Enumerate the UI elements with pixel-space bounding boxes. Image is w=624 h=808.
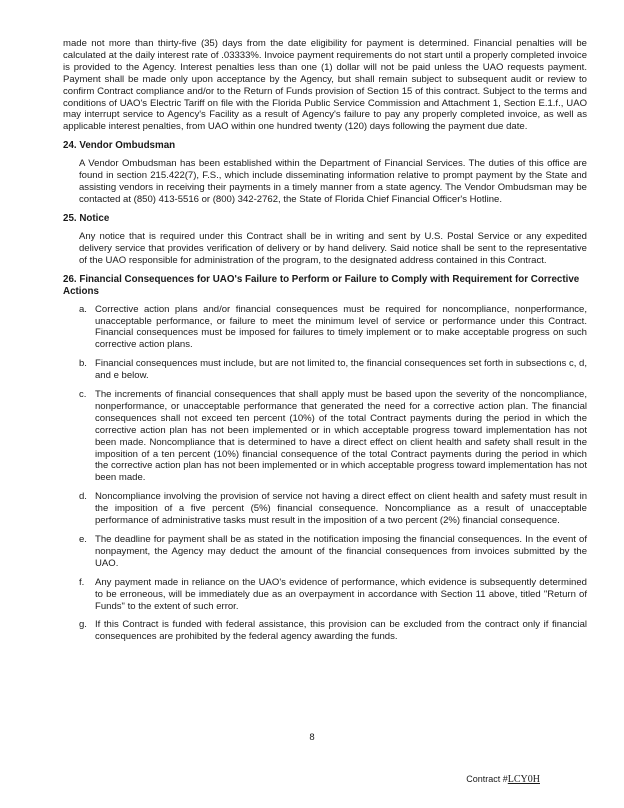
contract-id: LCY0H: [507, 774, 540, 785]
section-25-title: 25. Notice: [63, 212, 110, 224]
section-26: [63, 274, 587, 644]
item-letter: f.: [79, 576, 85, 588]
list-item: [79, 491, 587, 527]
item-letter: g.: [79, 619, 87, 631]
section-26-title: 26. Financial Consequences for UAO's Failure to Perform or Failure to Comply with Requirement for Corrective Actions: [63, 273, 580, 297]
item-text: Any payment made in reliance on the UAO's evidence of performance, which evidence is subsequently determined to be erroneous, will be immediately due as an overpayment in accordance with Section 11 above, titled "Return of Funds" to the extent of such error.: [95, 576, 587, 612]
contract-number: [466, 774, 540, 785]
list-item: [79, 389, 587, 484]
item-text: Corrective action plans and/or financial consequences must be required for noncompliance, nonperformance, unacceptable performance, or failure to meet the minimum level of service or performance under this Contract. Financial consequences must be imposed for failures to timely implement or to make acceptable progress on such corrective action plans.: [95, 303, 587, 351]
section-26-items: [63, 304, 587, 644]
item-text: If this Contract is funded with federal assistance, this provision can be excluded from the contract only if financial consequences are prohibited by the federal agency awarding the funds.: [95, 619, 587, 643]
section-24-body: A Vendor Ombudsman has been established within the Department of Financial Services. The duties of this office are found in section 215.422(7), F.S., which include disseminating information relative to prompt payment by the State and assisting vendors in receiving their payments in a timely manner from a state agency. The Vendor Ombudsman may be contacted at (850) 413-5516 or (800) 342-2762, the State of Florida Chief Financial Officer's Hotline.: [79, 158, 587, 205]
item-letter: b.: [79, 358, 87, 370]
page-number: 8: [309, 732, 315, 743]
item-text: Noncompliance involving the provision of service not having a direct effect on client health and safety must result in the imposition of a five percent (5%) financial consequence. Noncompliance as a result of unacceptable performance of administrative tasks must result in the imposition of a two percent (2%) financial consequence.: [95, 491, 587, 527]
list-item: [79, 619, 587, 643]
item-letter: c.: [79, 389, 87, 401]
item-text: The deadline for payment shall be as stated in the notification imposing the financial consequences. In the event of nonpayment, the Agency may deduct the amount of the financial consequences from invoices submitted by the UAO.: [95, 534, 587, 569]
contract-label: Contract #: [466, 774, 508, 784]
section-25-body: Any notice that is required under this Contract shall be in writing and sent by U.S. Postal Service or any expedited delivery service that provides verification of delivery or by hand delivery. Said notice shall be sent to the representative of the UAO responsible for administration of the program, to the designated address contained in this Contract.: [79, 230, 587, 266]
section-24-title: 24. Vendor Ombudsman: [63, 140, 176, 152]
item-letter: e.: [79, 534, 87, 545]
list-item: [79, 304, 587, 352]
item-text: The increments of financial consequences that shall apply must be based upon the severity of the noncompliance, nonperformance, or unacceptable performance that generated the need for a corrective action plan. The financial consequences shall not exceed ten percent (10%) of the total Contract payments during the period in which the corrective action plan has not been implemented or in which acceptable progress toward implementation has not been made. Noncompliance that is determined to have a direct effect on client health and safety shall result in the imposition of a ten percent (10%) financial consequence of the total Contract payments during the period in which the corrective action plan has not been implemented or in which acceptable progress toward implementation has not been made.: [95, 389, 587, 484]
document-page: [63, 38, 587, 650]
section-24: [63, 140, 587, 206]
item-letter: d.: [79, 491, 87, 503]
list-item: [79, 577, 587, 613]
list-item: [79, 358, 587, 382]
intro-paragraph: made not more than thirty-five (35) days from the date eligibility for payment is determined. Financial penalties will be calculated at the daily interest rate of .03333%. Invoice payment requirements do not start until a properly completed invoice is provided to the Agency. Interest penalties less than one (1) dollar will not be paid unless the UAO requests payment. Payment shall be made only upon acceptance by the Agency, but shall remain subject to subsequent audit or review to confirm Contract compliance and/or to the Return of Funds provision of Section 15 of this contract. Subject to the terms and conditions of UAO's Electric Tariff on file with the Florida Public Service Commission and Attachment 1, Section E.1.f., UAO may interrupt service to Agency's Facility as a result of Agency's failure to pay any properly completed invoice, as well as applicable interest penalties, from UAO within one hundred twenty (120) days following the payment due date.: [63, 38, 587, 133]
section-25: [63, 213, 587, 267]
item-text: Financial consequences must include, but are not limited to, the financial consequences set forth in subsections c, d, and e below.: [95, 358, 587, 382]
item-letter: a.: [79, 303, 87, 315]
list-item: [79, 534, 587, 570]
